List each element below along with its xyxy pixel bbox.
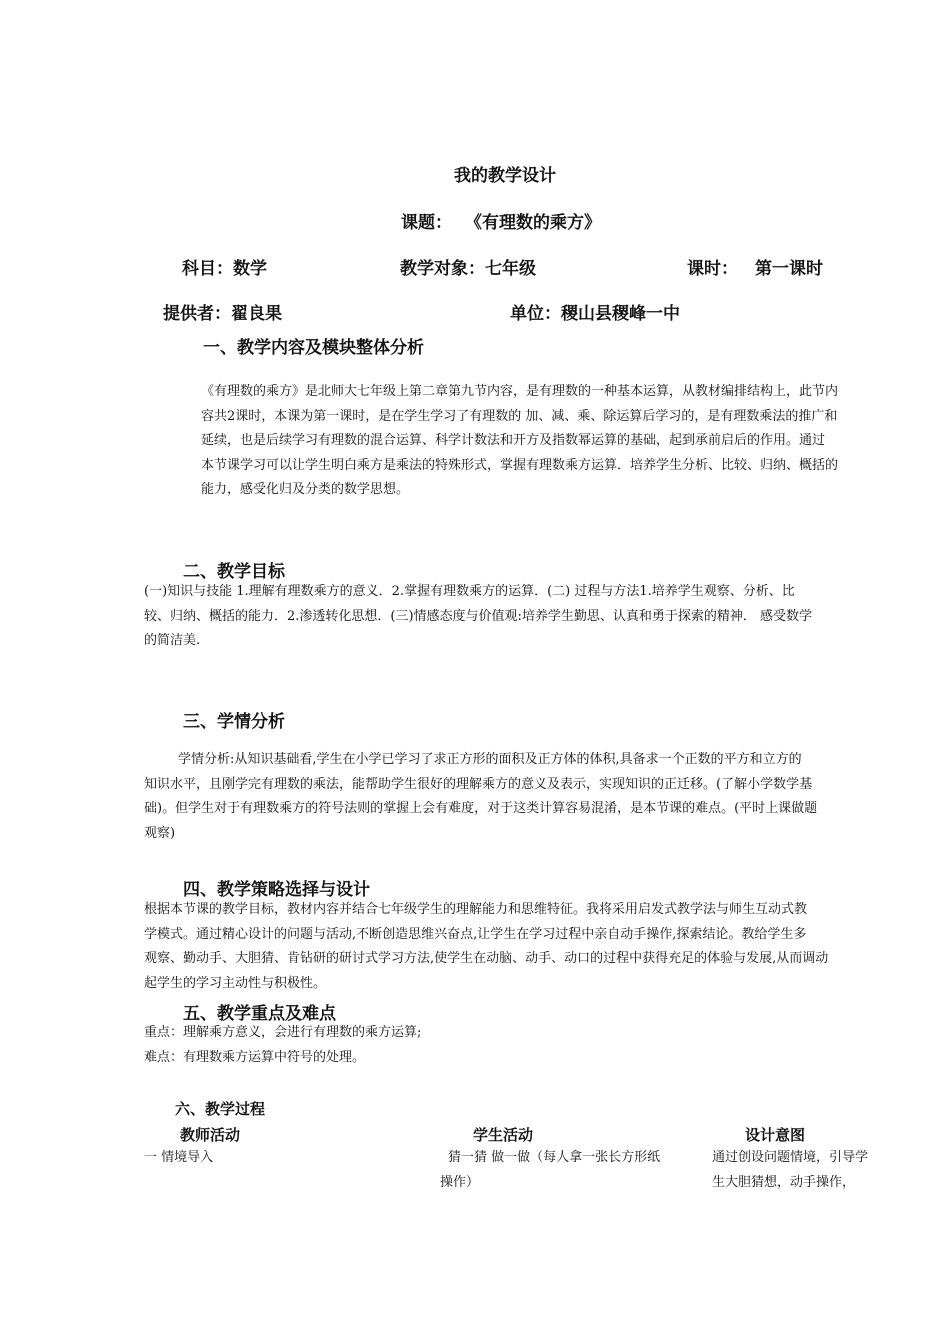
topic-label: 课题：	[401, 213, 452, 233]
section-1-heading: 一、教学内容及模块整体分析	[203, 338, 424, 358]
unit: 单位：稷山县稷峰一中	[510, 304, 680, 324]
section-1-line: 本节课学习可以让学生明白乘方是乘法的特殊形式，掌握有理数乘方运算．培养学生分析、比较、归纳、概括的	[201, 457, 839, 473]
period-value: 第一课时	[755, 259, 823, 279]
process-teacher-cell	[144, 1146, 213, 1171]
section-1-line: 《有理数的乘方》是北师大七年级上第二章第九节内容，是有理数的一种基本运算，从教材编排结构上，此节内	[201, 384, 839, 399]
document-title: 我的教学设计	[454, 166, 556, 186]
subject: 科目：数学	[182, 259, 267, 279]
section-1-line: 容共2课时，本课为第一课时，是在学生学习了有理数的 加、减、乘、除运算后学习的，是有理数乘法的推广和	[201, 408, 838, 424]
topic-value: 《有理数的乘方》	[465, 213, 601, 233]
section-3-line: 观察)	[144, 825, 176, 841]
section-3-line: 学情分析:从知识基础看,学生在小学已学习了求正方形的面积及正方体的体积,具备求一个正数的平方和立方的	[178, 752, 802, 767]
section-5-body	[144, 1021, 421, 1070]
design-intent-line: 生大胆猜想，动手操作，	[712, 1174, 856, 1190]
section-4-line: 观察、勤动手、大胆猜、肯钻研的研讨式学习方法,使学生在动脑、动手、动口的过程中获得充足的体验与发展,从而调动	[144, 951, 829, 966]
teacher-activity: 一 情境导入	[144, 1150, 214, 1165]
section-6-heading: 六、教学过程	[175, 1100, 266, 1118]
section-4-body	[144, 898, 828, 996]
process-intent-cell	[712, 1146, 868, 1195]
section-2-heading: 二、教学目标	[183, 562, 285, 582]
section-3-line: 知识水平，且刚学完有理数的乘法，能帮助学生很好的理解乘方的意义及表示，实现知识的正迁移。(了解小学数学基	[144, 776, 813, 792]
column-header-student: 学生活动	[473, 1126, 534, 1144]
column-header-intent: 设计意图	[745, 1126, 806, 1144]
section-3-heading: 三、学情分析	[183, 712, 285, 732]
section-5-line: 重点：理解乘方意义，会进行有理数的乘方运算;	[144, 1025, 422, 1040]
design-intent-line: 通过创设问题情境，引导学	[712, 1150, 869, 1165]
section-5-heading: 五、教学重点及难点	[183, 1004, 336, 1024]
process-student-cell	[440, 1146, 660, 1195]
section-2-line: (一)知识与技能 1.理解有理数乘方的意义．2.掌握有理数乘方的运算．(二) 过程与方法1.培养学生观察、分析、比	[144, 584, 795, 599]
section-3-body	[144, 748, 817, 846]
column-header-teacher: 教师活动	[180, 1126, 241, 1144]
section-2-line: 较、归纳、概括的能力．2.渗透转化思想．(三)情感态度与价值观:培养学生勤思、认真和勇于探索的精神． 感受数学	[144, 608, 813, 624]
period-label: 课时：	[687, 259, 738, 279]
section-5-line: 难点：有理数乘方运算中符号的处理。	[144, 1049, 366, 1065]
section-4-line: 起学生的学习主动性与积极性。	[144, 975, 327, 991]
section-4-heading: 四、教学策略选择与设计	[183, 880, 370, 900]
section-1-line: 延续，也是后续学习有理数的混合运算、科学计数法和开方及指数幂运算的基础，起到承前启后的作用。通过	[201, 433, 826, 448]
section-1-body	[201, 380, 838, 503]
section-4-line: 根据本节课的教学目标，教材内容并结合七年级学生的理解能力和思维特征。我将采用启发式教学法与师生互动式教	[144, 902, 808, 917]
section-2-line: 的简洁美.	[144, 633, 201, 648]
student-activity-line: 猜一猜 做一做（每人拿一张长方形纸	[448, 1150, 661, 1165]
provider: 提供者：翟良果	[163, 304, 282, 324]
section-2-body	[144, 580, 812, 654]
section-1-line: 能力，感受化归及分类的数学思想。	[201, 482, 410, 497]
audience: 教学对象：七年级	[400, 259, 536, 279]
section-4-line: 学模式。通过精心设计的问题与活动,不断创造思维兴奋点,让学生在学习过程中亲自动手操作,探索结论。教给学生多	[144, 926, 807, 942]
section-3-line: 础)。但学生对于有理数乘方的符号法则的掌握上会有难度，对于这类计算容易混淆，是本节课的难点。(平时上课做题	[144, 801, 818, 816]
student-activity-line: 操作）	[440, 1174, 480, 1190]
